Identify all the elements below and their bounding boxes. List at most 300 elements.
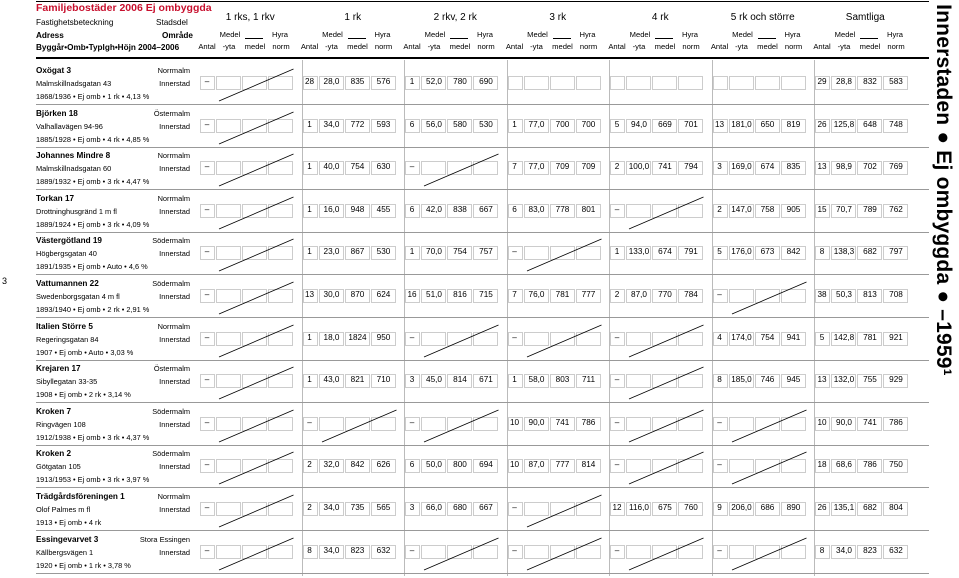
empty-group-slash-10-3 (507, 491, 610, 531)
subhead-norm-0: norm (272, 42, 290, 51)
cell-value-10-1-1: 34,0 (323, 503, 340, 512)
cell-value-7-2-3: 671 (479, 375, 493, 385)
cell-value-3-2-2: 838 (453, 204, 467, 214)
cell-value-6-6-3: 921 (889, 332, 903, 342)
cell-value-9-2-1: 50,0 (426, 460, 442, 470)
subhead-hyra-4: Hyra (681, 30, 699, 39)
cell-value-8-4-0: – (614, 417, 620, 427)
cell-value-4-6-2: 682 (863, 247, 877, 257)
cell-value-3-5-3: 905 (786, 204, 801, 214)
property-name-3: Torkan 17 (36, 193, 75, 203)
cell-value-6-1-1: 18,0 (323, 332, 340, 342)
property-name-7: Krejaren 17 (36, 364, 81, 374)
group-header-3: 3 rk (549, 12, 567, 23)
cell-value-0-1-0: 28 (304, 77, 315, 86)
subhead-medel-3: Medel (527, 30, 548, 39)
cell-value-9-2-2: 800 (453, 460, 467, 470)
cell-value-3-1-2: 948 (350, 204, 365, 214)
subhead-antal-1: Antal (300, 42, 319, 51)
cell-value-1-6-3: 748 (889, 119, 903, 129)
cell-value-5-5-0: – (717, 290, 722, 299)
empty-group-slash-5-0 (199, 278, 302, 318)
cell-value-5-1-0: 13 (304, 290, 315, 299)
cell-value-8-6-3: 786 (889, 417, 903, 427)
cell-value-8-2-0: – (409, 417, 415, 427)
cell-box-0-3-1 (524, 76, 549, 90)
empty-group-slash-4-0 (199, 235, 302, 275)
header-bottom-rule (36, 57, 929, 59)
cell-value-8-5-0: – (717, 417, 722, 427)
empty-group-slash-8-0 (199, 406, 302, 446)
empty-group-slash-7-4 (609, 363, 712, 403)
cell-value-6-5-1: 174,0 (731, 332, 752, 342)
property-area-8: Innerstad (159, 419, 190, 429)
cell-value-10-5-3: 890 (786, 503, 801, 512)
subhead-medel_lc-4: medel (654, 42, 676, 51)
group-divider-2 (404, 60, 405, 576)
empty-group-slash-5-5 (712, 278, 815, 318)
cell-value-0-6-3: 583 (889, 77, 903, 86)
cell-value-1-4-3: 701 (684, 119, 698, 129)
cell-value-1-3-2: 700 (555, 119, 570, 129)
cell-value-6-4-0: – (614, 332, 620, 342)
cell-value-8-0-0: – (204, 417, 210, 427)
property-district-11: Stora Essingen (139, 534, 190, 544)
cell-value-2-1-0: 1 (307, 162, 312, 172)
property-info-8: 1912/1938 • Ej omb • 3 rk • 4,37 % (36, 432, 150, 442)
property-info-7: 1908 • Ej omb • 2 rk • 3,14 % (36, 390, 131, 400)
cell-value-7-1-1: 43,0 (323, 375, 340, 385)
subhead-yta-2: -yta (427, 42, 441, 51)
cell-value-1-1-3: 593 (376, 119, 391, 129)
cell-value-1-4-0: 5 (614, 119, 620, 129)
header-address-label: Adress (36, 31, 64, 40)
cell-value-8-6-2: 741 (863, 417, 877, 427)
cell-value-10-0-0: – (204, 503, 210, 512)
property-info-11: 1920 • Ej omb • 1 rk • 3,78 % (36, 560, 131, 570)
cell-value-10-4-3: 760 (684, 503, 698, 512)
cell-value-8-3-1: 90,0 (528, 417, 545, 427)
subhead-underline-0 (245, 38, 263, 39)
property-info-1: 1885/1928 • Ej omb • 4 rk • 4,85 % (36, 134, 150, 144)
cell-value-11-1-0: 8 (307, 545, 312, 555)
property-district-0: Norrmalm (157, 66, 190, 75)
side-title (930, 2, 956, 378)
property-district-2: Norrmalm (157, 151, 190, 161)
cell-value-10-1-2: 735 (350, 503, 365, 512)
subhead-antal-2: Antal (403, 42, 421, 51)
cell-value-5-3-2: 781 (555, 290, 570, 299)
group-divider-6 (814, 60, 815, 576)
cell-value-1-2-0: 6 (409, 119, 415, 129)
subhead-underline-6 (860, 38, 878, 39)
empty-group-slash-9-4 (609, 448, 712, 488)
subhead-medel-4: Medel (629, 30, 651, 39)
cell-value-5-2-3: 715 (479, 290, 493, 299)
cell-value-9-6-2: 786 (863, 460, 877, 470)
property-info-4: 1891/1935 • Ej omb • Auto • 4,6 % (36, 262, 148, 272)
cell-value-3-1-1: 16,0 (323, 204, 340, 214)
group-header-6: Samtliga (845, 12, 885, 23)
cell-value-4-1-3: 530 (376, 247, 391, 257)
cell-value-10-3-0: – (512, 503, 517, 512)
property-area-4: Innerstad (159, 249, 190, 259)
subhead-yta-1: -yta (325, 42, 338, 51)
cell-value-0-6-0: 29 (817, 77, 827, 86)
property-name-0: Oxögat 3 (36, 66, 72, 75)
cell-value-1-5-1: 181,0 (731, 119, 752, 129)
cell-value-7-1-2: 821 (350, 375, 365, 385)
cell-value-8-3-2: 741 (555, 417, 570, 427)
property-info-6: 1907 • Ej omb • Auto • 3,03 % (36, 347, 134, 357)
cell-value-4-5-0: 5 (717, 247, 722, 257)
subhead-hyra-0: Hyra (271, 30, 289, 39)
cell-value-9-1-0: 2 (307, 460, 312, 470)
cell-value-0-2-1: 52,0 (426, 77, 442, 86)
cell-value-1-2-2: 580 (453, 119, 467, 129)
cell-value-9-1-3: 626 (376, 460, 391, 470)
property-address-11: Källbergsvägen 1 (36, 547, 94, 557)
subhead-medel_lc-6: medel (859, 42, 881, 51)
cell-value-6-1-2: 1824 (348, 332, 367, 342)
property-district-3: Norrmalm (157, 193, 190, 203)
cell-value-11-0-0: – (204, 545, 210, 555)
cell-value-9-3-3: 814 (581, 460, 596, 470)
empty-group-slash-6-4 (609, 321, 712, 361)
cell-value-7-2-0: 3 (409, 375, 415, 385)
cell-value-6-6-1: 142,8 (833, 332, 855, 342)
cell-value-7-6-2: 755 (863, 375, 877, 385)
subhead-medel-1: Medel (322, 30, 343, 39)
cell-value-4-4-1: 133,0 (628, 247, 650, 257)
cell-value-7-3-2: 803 (555, 375, 570, 385)
cell-value-1-3-1: 77,0 (528, 119, 545, 129)
property-district-7: Östermalm (153, 364, 190, 374)
cell-value-1-4-1: 94,0 (631, 119, 647, 129)
cell-value-5-4-2: 770 (658, 290, 672, 299)
empty-group-slash-8-5 (712, 406, 815, 446)
cell-value-5-3-0: 7 (512, 290, 517, 299)
cell-value-0-1-2: 835 (350, 77, 365, 86)
cell-value-5-4-0: 2 (614, 290, 620, 299)
cell-value-11-6-1: 34,0 (836, 545, 852, 555)
cell-value-5-4-3: 784 (684, 290, 698, 299)
cell-value-1-6-0: 26 (817, 119, 827, 129)
cell-value-4-5-2: 673 (760, 247, 775, 257)
cell-value-9-1-2: 842 (350, 460, 365, 470)
property-address-9: Götgatan 105 (36, 462, 81, 472)
cell-value-5-1-2: 870 (350, 290, 365, 299)
cell-value-3-4-0: – (614, 204, 620, 214)
property-address-5: Swedenborgsgatan 4 m fl (36, 292, 120, 301)
subhead-medel_lc-2: medel (449, 42, 471, 51)
empty-group-slash-9-0 (199, 448, 302, 488)
cell-value-9-6-1: 68,6 (836, 460, 852, 470)
property-area-1: Innerstad (159, 121, 190, 131)
empty-group-slash-0-0 (199, 65, 302, 105)
cell-value-7-2-1: 45,0 (426, 375, 442, 385)
cell-value-1-3-0: 1 (512, 119, 517, 129)
subhead-medel-0: Medel (219, 30, 241, 39)
cell-value-9-6-0: 18 (817, 460, 827, 470)
cell-value-2-1-3: 630 (376, 162, 391, 172)
cell-box-0-3-0 (508, 76, 523, 90)
property-address-0: Malmskillnadsgatan 43 (36, 79, 112, 88)
cell-value-3-0-0: – (204, 204, 210, 214)
cell-value-10-2-2: 680 (453, 503, 467, 512)
cell-value-5-2-0: 16 (407, 290, 417, 299)
cell-value-3-1-0: 1 (307, 204, 312, 214)
cell-value-3-3-2: 778 (555, 204, 570, 214)
property-name-1: Björken 18 (36, 108, 78, 118)
property-info-0: 1868/1936 • Ej omb • 1 rk • 4,13 % (36, 92, 150, 101)
empty-group-slash-8-1 (302, 406, 405, 446)
subhead-antal-3: Antal (505, 42, 524, 51)
cell-value-4-4-3: 791 (684, 247, 698, 257)
cell-value-1-2-1: 56,0 (426, 119, 442, 129)
empty-group-slash-3-4 (609, 193, 712, 233)
empty-group-slash-7-0 (199, 363, 302, 403)
property-district-5: Södermalm (152, 279, 190, 288)
cell-value-7-6-3: 929 (889, 375, 903, 385)
cell-value-5-1-1: 30,0 (323, 290, 340, 299)
cell-value-2-5-1: 169,0 (731, 162, 752, 172)
cell-value-3-6-2: 789 (863, 204, 877, 214)
cell-value-3-5-2: 758 (760, 204, 775, 214)
cell-value-2-3-3: 709 (581, 162, 596, 172)
subhead-norm-4: norm (682, 42, 700, 51)
cell-value-4-5-1: 176,0 (731, 247, 752, 257)
property-name-2: Johannes Mindre 8 (36, 151, 111, 161)
cell-value-2-3-0: 7 (512, 162, 517, 172)
cell-value-9-6-3: 750 (889, 460, 903, 470)
cell-value-0-0-0: – (204, 77, 210, 86)
header-district-label: Stadsdel (156, 18, 188, 27)
empty-group-slash-6-3 (507, 321, 610, 361)
property-address-3: Drottninghusgränd 1 m fl (36, 206, 117, 216)
group-divider-4 (609, 60, 610, 576)
cell-value-10-6-1: 135,1 (833, 503, 855, 512)
cell-value-2-4-3: 794 (684, 162, 698, 172)
cell-value-9-5-0: – (717, 460, 722, 470)
cell-value-4-1-0: 1 (307, 247, 312, 257)
property-info-9: 1913/1953 • Ej omb • 3 rk • 3,97 % (36, 475, 150, 485)
cell-value-10-5-2: 686 (760, 503, 775, 512)
cell-box-0-4-1 (626, 76, 651, 90)
cell-value-10-2-3: 667 (479, 503, 493, 512)
cell-value-1-6-2: 648 (863, 119, 877, 129)
cell-value-0-6-2: 832 (863, 77, 877, 86)
row-separator-10 (36, 530, 929, 531)
property-address-7: Sibyllegatan 33-35 (36, 377, 98, 387)
cell-value-9-0-0: – (204, 460, 210, 470)
subhead-medel-6: Medel (834, 30, 856, 39)
property-address-1: Valhallavägen 94-96 (36, 121, 103, 131)
subhead-underline-2 (450, 38, 468, 39)
cell-value-10-5-1: 206,0 (731, 503, 752, 512)
property-district-1: Östermalm (153, 108, 190, 118)
cell-value-5-0-0: – (204, 290, 210, 299)
property-info-2: 1889/1932 • Ej omb • 3 rk • 4,47 % (36, 177, 150, 187)
cell-value-2-5-3: 835 (786, 162, 801, 172)
cell-value-11-5-0: – (717, 545, 722, 555)
subhead-underline-3 (553, 38, 571, 39)
cell-value-7-4-0: – (614, 375, 620, 385)
table-title: Familjebostäder 2006 Ej ombyggda (36, 2, 212, 14)
cell-value-4-2-3: 757 (479, 247, 493, 257)
cell-value-11-1-3: 632 (376, 545, 391, 555)
subhead-hyra-5: Hyra (784, 30, 801, 39)
cell-value-4-2-2: 754 (453, 247, 467, 257)
property-area-10: Innerstad (159, 505, 190, 514)
cell-value-0-2-3: 690 (479, 77, 493, 86)
property-address-10: Olof Palmes m fl (36, 505, 91, 514)
subhead-yta-6: -yta (837, 42, 851, 51)
empty-group-slash-6-2 (404, 321, 507, 361)
cell-value-10-1-3: 565 (376, 503, 391, 512)
empty-group-slash-2-2 (404, 150, 507, 190)
cell-value-5-6-0: 38 (817, 290, 827, 299)
cell-value-9-4-0: – (614, 460, 620, 470)
empty-group-slash-3-0 (199, 193, 302, 233)
property-name-10: Trädgårdsföreningen 1 (36, 492, 125, 501)
cell-value-8-3-3: 786 (581, 417, 596, 427)
cell-value-10-4-2: 675 (658, 503, 672, 512)
row-separator-4 (36, 274, 929, 275)
cell-value-6-5-2: 754 (760, 332, 775, 342)
cell-value-5-2-2: 816 (453, 290, 467, 299)
cell-value-4-6-3: 797 (889, 247, 903, 257)
side-title-text: Innerstaden ● Ej ombyggda ● –1959¹ (932, 4, 955, 376)
subhead-yta-0: -yta (222, 42, 236, 51)
cell-value-2-3-2: 709 (555, 162, 570, 172)
empty-group-slash-11-4 (609, 534, 712, 574)
cell-value-2-1-1: 40,0 (323, 162, 340, 172)
empty-group-slash-4-3 (507, 235, 610, 275)
cell-value-7-6-1: 132,0 (833, 375, 855, 385)
cell-value-1-0-0: – (204, 119, 210, 129)
cell-value-11-6-3: 632 (889, 545, 903, 555)
cell-value-1-5-0: 13 (714, 119, 725, 129)
property-name-4: Västergötland 19 (36, 236, 102, 246)
empty-group-slash-6-0 (199, 321, 302, 361)
property-info-10: 1913 • Ej omb • 4 rk (36, 518, 102, 527)
empty-group-slash-8-4 (609, 406, 712, 446)
cell-value-10-4-1: 116,0 (629, 503, 649, 512)
cell-value-8-6-1: 90,0 (836, 417, 852, 427)
group-header-2: 2 rkv, 2 rk (433, 12, 477, 23)
property-area-3: Innerstad (159, 206, 190, 216)
cell-value-2-2-0: – (409, 162, 415, 172)
cell-value-1-1-0: 1 (307, 119, 312, 129)
cell-value-9-3-2: 777 (555, 460, 570, 470)
subhead-medel_lc-5: medel (757, 42, 778, 51)
cell-value-6-2-0: – (409, 332, 415, 342)
property-address-6: Regeringsgatan 84 (36, 334, 99, 344)
cell-value-3-6-1: 70,7 (836, 204, 852, 214)
cell-value-1-5-2: 650 (760, 119, 775, 129)
cell-value-5-2-1: 51,0 (426, 290, 442, 299)
cell-value-7-5-1: 185,0 (731, 375, 752, 385)
cell-value-6-1-0: 1 (307, 332, 312, 342)
empty-group-slash-1-0 (199, 108, 302, 148)
cell-value-9-3-1: 87,0 (528, 460, 545, 470)
cell-value-2-4-1: 100,0 (628, 162, 650, 172)
property-address-8: Ringvägen 108 (36, 419, 86, 429)
subhead-underline-4 (655, 38, 673, 39)
cell-value-2-0-0: – (204, 162, 210, 172)
cell-value-6-1-3: 950 (376, 332, 391, 342)
subhead-yta-4: -yta (632, 42, 646, 51)
cell-value-11-3-0: – (512, 545, 517, 555)
cell-value-3-3-1: 83,0 (528, 204, 545, 214)
row-separator-3 (36, 232, 929, 233)
cell-value-4-4-2: 674 (658, 247, 672, 257)
subhead-antal-4: Antal (608, 42, 626, 51)
empty-group-slash-8-2 (404, 406, 507, 446)
empty-group-slash-9-5 (712, 448, 815, 488)
cell-value-7-5-0: 8 (717, 375, 722, 385)
group-divider-5 (712, 60, 713, 576)
cell-value-7-6-0: 13 (817, 375, 827, 385)
group-divider-1 (302, 60, 303, 576)
property-area-11: Innerstad (159, 547, 190, 557)
subhead-antal-6: Antal (813, 42, 831, 51)
cell-value-10-6-3: 804 (889, 503, 903, 512)
cell-value-2-4-0: 2 (614, 162, 620, 172)
row-separator-0 (36, 104, 929, 105)
cell-value-10-6-0: 26 (817, 503, 827, 512)
cell-value-5-3-3: 777 (581, 290, 596, 299)
cell-value-3-1-3: 455 (376, 204, 391, 214)
cell-value-11-1-1: 34,0 (323, 545, 340, 555)
cell-value-10-2-0: 3 (409, 503, 415, 512)
cell-box-0-5-1 (729, 76, 754, 90)
group-header-0: 1 rks, 1 rkv (225, 12, 275, 23)
cell-box-0-3-2 (550, 76, 575, 90)
property-name-6: Italien Större 5 (36, 321, 93, 331)
cell-value-10-5-0: 9 (717, 503, 722, 512)
cell-value-10-1-0: 2 (307, 503, 312, 512)
cell-box-0-5-2 (755, 76, 780, 90)
cell-value-10-4-0: 12 (612, 503, 622, 512)
empty-group-slash-10-0 (199, 491, 302, 531)
cell-value-9-1-1: 32,0 (323, 460, 340, 470)
cell-value-11-6-0: 8 (819, 545, 825, 555)
cell-value-3-2-0: 6 (409, 204, 415, 214)
subhead-medel_lc-0: medel (244, 42, 266, 51)
cell-value-11-4-0: – (614, 545, 620, 555)
header-area-label: Område (162, 31, 193, 40)
cell-value-3-6-0: 15 (817, 204, 827, 214)
cell-value-2-3-1: 77,0 (528, 162, 545, 172)
cell-value-2-1-2: 754 (350, 162, 365, 172)
subhead-yta-5: -yta (735, 42, 748, 51)
property-district-10: Norrmalm (157, 492, 190, 501)
cell-value-6-5-0: 4 (717, 332, 722, 342)
row-separator-1 (36, 147, 929, 148)
subhead-medel_lc-3: medel (552, 42, 573, 51)
cell-box-0-4-3 (678, 76, 703, 90)
cell-value-2-4-2: 741 (658, 162, 672, 172)
cell-value-3-3-3: 801 (581, 204, 596, 214)
cell-value-1-6-1: 125,8 (833, 119, 855, 129)
property-district-8: Södermalm (152, 406, 190, 416)
cell-value-11-1-2: 823 (350, 545, 365, 555)
cell-value-5-6-1: 50,3 (836, 290, 852, 299)
cell-value-7-5-2: 746 (760, 375, 775, 385)
cell-value-7-1-0: 1 (307, 375, 312, 385)
